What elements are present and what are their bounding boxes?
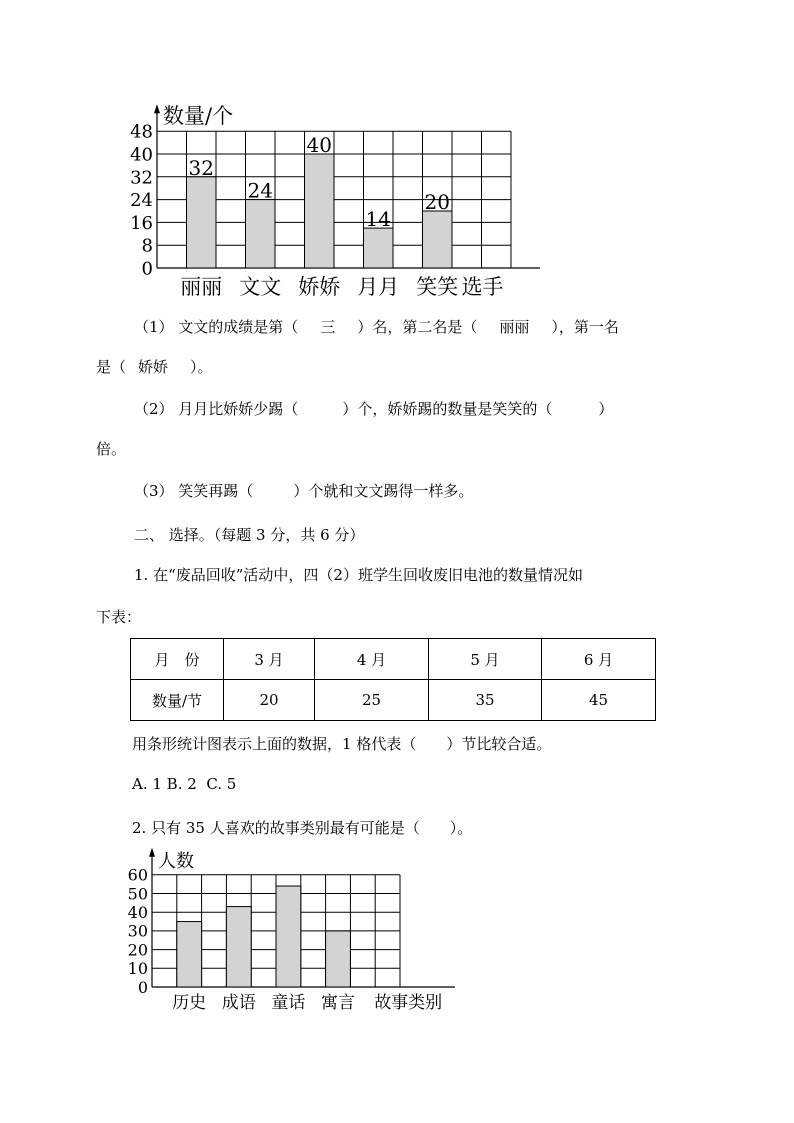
s2-q1-line1: 1. 在“废品回收”活动中，四（2）班学生回收废旧电池的数量情况如 bbox=[134, 566, 583, 584]
bar bbox=[364, 228, 394, 268]
bar bbox=[246, 200, 276, 268]
y-tick-label: 40 bbox=[130, 144, 153, 166]
answer-rank: 三 bbox=[320, 318, 336, 336]
q1-line2-suffix: ）。 bbox=[190, 358, 213, 376]
section2-heading: 二、 选择。（每题 3 分，共 6 分） bbox=[134, 526, 365, 544]
bar bbox=[276, 886, 301, 987]
q1-part2-c: ） bbox=[598, 400, 614, 418]
y-tick-label: 50 bbox=[127, 884, 148, 904]
y-tick-label: 10 bbox=[127, 959, 148, 979]
answer-first: 娇娇 bbox=[138, 358, 169, 376]
y-tick-label: 40 bbox=[127, 902, 148, 922]
category-label: 童话 bbox=[271, 993, 306, 1013]
s2-q1-line2: 下表： bbox=[96, 608, 142, 626]
table-cell: 45 bbox=[542, 680, 656, 721]
y-tick-label: 16 bbox=[130, 212, 153, 234]
category-label: 丽丽 bbox=[180, 275, 223, 299]
bar bbox=[326, 931, 351, 987]
y-axis-label: 人数 bbox=[158, 850, 194, 872]
y-tick-label: 24 bbox=[130, 190, 153, 212]
table-row bbox=[131, 680, 656, 721]
category-label: 历史 bbox=[172, 993, 207, 1013]
table-header-cell: 5 月 bbox=[429, 639, 542, 680]
table-cell: 数量/节 bbox=[131, 680, 224, 721]
bar-value-label: 20 bbox=[424, 190, 450, 214]
x-axis-label: 选手 bbox=[461, 275, 504, 299]
q1-part2-b: ）个，娇娇踢的数量是笑笑的（ bbox=[342, 400, 553, 418]
table-header-cell: 6 月 bbox=[542, 639, 656, 680]
y-tick-label: 48 bbox=[130, 121, 153, 143]
q1-part1-suffix: ），第一名 bbox=[551, 318, 619, 336]
bar bbox=[187, 177, 217, 268]
y-tick-label: 32 bbox=[130, 167, 153, 189]
chart-2 bbox=[115, 842, 455, 1017]
s2-q1-after: 用条形统计图表示上面的数据，1 格代表（ ）节比较合适。 bbox=[132, 735, 552, 753]
table-cell: 20 bbox=[224, 680, 315, 721]
table-cell: 25 bbox=[315, 680, 429, 721]
bar-value-label: 40 bbox=[306, 133, 332, 157]
s2-q2-line: 2. 只有 35 人喜欢的故事类别最有可能是（ ）。 bbox=[132, 819, 473, 837]
y-tick-label: 0 bbox=[141, 258, 153, 280]
answer-second: 丽丽 bbox=[499, 318, 530, 336]
y-axis-arrow bbox=[154, 104, 160, 113]
bar-value-label: 14 bbox=[365, 207, 391, 232]
y-tick-label: 60 bbox=[127, 865, 148, 885]
q1-part2 bbox=[134, 398, 744, 420]
q1-part2-a: （2） 月月比娇娇少踢（ bbox=[134, 400, 299, 418]
bar bbox=[423, 211, 453, 268]
table-row bbox=[131, 639, 656, 680]
bar bbox=[226, 907, 251, 987]
q1-part3-b: ）个就和文文踢得一样多。 bbox=[293, 482, 474, 500]
y-tick-label: 8 bbox=[141, 235, 153, 257]
category-label: 寓言 bbox=[321, 993, 355, 1013]
bar-value-label: 32 bbox=[188, 155, 214, 180]
table-header-cell: 3 月 bbox=[224, 639, 315, 680]
q1-part1 bbox=[134, 316, 744, 338]
chart-1 bbox=[120, 95, 540, 305]
category-label: 成语 bbox=[221, 993, 256, 1013]
category-label: 笑笑 bbox=[416, 275, 459, 299]
q1-line2-prefix: 是（ bbox=[96, 358, 127, 376]
bar-value-label: 24 bbox=[247, 178, 273, 203]
y-axis-label: 数量/个 bbox=[163, 104, 234, 129]
category-label: 娇娇 bbox=[298, 275, 341, 299]
q1-part3-a: （3） 笑笑再踢（ bbox=[134, 482, 254, 500]
table-cell: 35 bbox=[429, 680, 542, 721]
x-axis-label: 故事类别 bbox=[374, 993, 443, 1013]
q1-part3 bbox=[134, 480, 744, 502]
y-tick-label: 20 bbox=[127, 940, 148, 960]
category-label: 文文 bbox=[239, 275, 282, 299]
q1-part2-line2: 倍。 bbox=[96, 440, 127, 458]
table-header-cell: 月 份 bbox=[131, 639, 224, 680]
y-tick-label: 0 bbox=[137, 977, 148, 997]
table-header-cell: 4 月 bbox=[315, 639, 429, 680]
y-axis-arrow bbox=[149, 848, 155, 857]
category-label: 月月 bbox=[357, 275, 400, 299]
battery-table bbox=[130, 638, 656, 721]
y-tick-label: 30 bbox=[127, 921, 148, 941]
q1-part1-line2 bbox=[96, 356, 706, 378]
bar bbox=[177, 922, 202, 987]
q1-part1-prefix: （1） 文文的成绩是第（ bbox=[134, 318, 299, 336]
s2-q1-options: A. 1 B. 2 C. 5 bbox=[132, 775, 237, 793]
bar bbox=[305, 154, 335, 268]
q1-part1-mid: ）名，第二名是（ bbox=[357, 318, 478, 336]
